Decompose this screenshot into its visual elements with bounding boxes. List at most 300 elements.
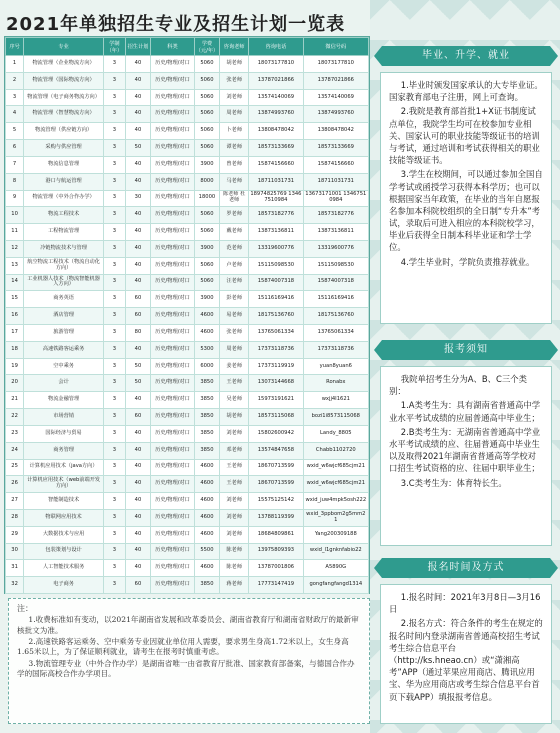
table-cell: bozi1i8573115068 <box>303 409 368 426</box>
table-cell: 16 <box>6 308 24 325</box>
table-cell: 18711031731 <box>249 173 303 190</box>
table-cell: 40 <box>125 392 150 409</box>
table-cell: 3 <box>104 325 126 342</box>
table-cell: 历史/物理/对口 <box>151 140 195 157</box>
table-cell: 历史/物理/对口 <box>151 442 195 459</box>
table-cell: 戴老师 <box>220 224 249 241</box>
table-cell: 5060 <box>194 56 219 73</box>
table-row <box>6 140 369 157</box>
table-row <box>6 190 369 207</box>
table-cell: 18670713599 <box>249 476 303 493</box>
table-cell: 13765061334 <box>303 325 368 342</box>
table-cell: 历史/物理/对口 <box>151 577 195 594</box>
table-cell: 13788119399 <box>249 509 303 526</box>
right-column <box>372 0 560 733</box>
table-cell: 40 <box>125 106 150 123</box>
table-cell: 15116169416 <box>303 291 368 308</box>
table-cell: 4600 <box>194 493 219 510</box>
table-cell: 易老师 <box>220 308 249 325</box>
table-row <box>6 207 369 224</box>
table-cell: 20 <box>6 375 24 392</box>
table-cell: 卜老师 <box>220 123 249 140</box>
note-item: 2.高速铁路客运乘务、空中乘务专业因就业单位用人需要，要求男生身高1.72米以上，女生身高1.65米以上，为了保证顺利就业，请考生在报考时慎重考虑。 <box>17 636 349 657</box>
table-cell: 周老师 <box>220 106 249 123</box>
table-cell: 电子商务 <box>24 577 104 594</box>
schedule-paragraph: 2.报名方式：符合条件的考生在规定的报名时间内登录湖南省普通高校招生考试考生综合信息平台（http://ks.hneao.cn）或“潇湘高考”APP（通过苹果应用商店、腾讯应用宝、华为应用商店或考生综合信息平台首页下载APP）填报报考信息。 <box>389 618 543 702</box>
table-cell: 3 <box>104 173 126 190</box>
table-cell: 3 <box>104 140 126 157</box>
table-cell: 10 <box>6 207 24 224</box>
table-cell: 32 <box>6 577 24 594</box>
table-row <box>6 106 369 123</box>
column-header: 咨询老师 <box>220 38 249 56</box>
table-cell: wxjj4I1621 <box>303 392 368 409</box>
table-cell: 18684809861 <box>249 526 303 543</box>
table-cell: 14 <box>6 274 24 291</box>
table-cell: 蒋老师 <box>220 577 249 594</box>
table-cell: 范老师 <box>220 240 249 257</box>
table-cell: 15874156660 <box>303 156 368 173</box>
table-cell: 陈老师 杜老师 <box>220 190 249 207</box>
table-row <box>6 257 369 274</box>
table-cell: 物流管理（企业物流方向） <box>24 56 104 73</box>
table-cell: 13574140069 <box>249 89 303 106</box>
table-cell: 历史/物理/对口 <box>151 173 195 190</box>
table-cell: 40 <box>125 341 150 358</box>
table-cell: 3 <box>104 509 126 526</box>
table-cell: 3 <box>104 106 126 123</box>
table-cell: 历史/物理/对口 <box>151 190 195 207</box>
table-cell: 采购与供应管理 <box>24 140 104 157</box>
table-cell: 刘老师 <box>220 509 249 526</box>
table-cell: 历史/物理/对口 <box>151 526 195 543</box>
table-cell: 3 <box>104 224 126 241</box>
table-cell: 历史/物理/对口 <box>151 240 195 257</box>
table-cell: 13787021866 <box>249 72 303 89</box>
table-row <box>6 560 369 577</box>
employment-paragraph: 3.学生在校期间，可以通过参加全国自学考试或函授学习获得本科学历；也可以根据国家当年政策，在毕业的当年自愿报名参加本科院校组织的全日制“专升本”考试，录取后可进入相应的本科院校学习，毕业后获得全日制本科毕业证和学士学位。 <box>389 169 543 253</box>
table-cell: 历史/物理/对口 <box>151 560 195 577</box>
table-cell: 17773147419 <box>249 577 303 594</box>
table-cell: 3 <box>104 392 126 409</box>
table-cell: 3 <box>104 89 126 106</box>
table-cell: 40 <box>125 123 150 140</box>
table-cell: 会计 <box>24 375 104 392</box>
notes-title: 注： <box>17 604 33 613</box>
table-cell: 30 <box>125 190 150 207</box>
table-cell: 5060 <box>194 89 219 106</box>
employment-paragraph: 4.学生毕业时，学院负责推荐就业。 <box>400 256 535 267</box>
table-cell: 3850 <box>194 392 219 409</box>
table-cell: 王老师 <box>220 476 249 493</box>
table-cell: 3 <box>6 89 24 106</box>
table-cell: 18573182776 <box>249 207 303 224</box>
table-cell: 王老师 <box>220 459 249 476</box>
table-cell: 历史/物理/对口 <box>151 375 195 392</box>
table-cell: 15874156660 <box>249 156 303 173</box>
table-cell: 3 <box>104 526 126 543</box>
column-header: 招生计划 <box>125 38 150 56</box>
table-cell: 国际经济与贸易 <box>24 425 104 442</box>
table-cell: 市场营销 <box>24 409 104 426</box>
table-cell: 40 <box>125 476 150 493</box>
table-cell: 40 <box>125 560 150 577</box>
table-cell: 13574140069 <box>303 89 368 106</box>
schedule-paragraph: 1.报名时间：2021年3月8日—3月16日 <box>389 592 541 615</box>
table-row <box>6 442 369 459</box>
table-cell: 17373118736 <box>249 341 303 358</box>
column-header: 科类 <box>151 38 195 56</box>
table-cell: 31 <box>6 560 24 577</box>
table-cell: 周老师 <box>220 341 249 358</box>
table-cell: 13 <box>6 257 24 274</box>
table-cell: Chabb1102720 <box>303 442 368 459</box>
table-cell: 物流金融管理 <box>24 392 104 409</box>
table-cell: 15973191621 <box>249 392 303 409</box>
table-row <box>6 240 369 257</box>
table-cell: 智能制造技术 <box>24 493 104 510</box>
notice-panel <box>380 366 552 546</box>
table-row <box>6 156 369 173</box>
table-cell: 15874007318 <box>249 274 303 291</box>
table-cell: 高速铁路客运乘务 <box>24 341 104 358</box>
table-row <box>6 392 369 409</box>
table-cell: 13874993760 <box>249 106 303 123</box>
table-cell: 彭老师 <box>220 291 249 308</box>
table-cell: 3 <box>104 72 126 89</box>
table-cell: A5890G <box>303 560 368 577</box>
table-cell: 历史/物理/对口 <box>151 308 195 325</box>
table-cell: wxid_3ppbom2g5mm21 <box>303 509 368 526</box>
table-cell: 5060 <box>194 224 219 241</box>
table-cell: 汪老师 <box>220 274 249 291</box>
table-cell: 24 <box>6 442 24 459</box>
table-cell: 13808478042 <box>303 123 368 140</box>
table-cell: 23 <box>6 425 24 442</box>
table-cell: 3 <box>104 240 126 257</box>
table-cell: 13673171001 13467510984 <box>303 190 368 207</box>
table-cell: 13808478042 <box>249 123 303 140</box>
table-cell: 40 <box>125 257 150 274</box>
table-cell: 13873136811 <box>303 224 368 241</box>
table-cell: 历史/物理/对口 <box>151 56 195 73</box>
column-header: 咨询电话 <box>249 38 303 56</box>
table-row <box>6 224 369 241</box>
note-item: 3.物流管理专业（中外合作办学）是湖南省唯一由省教育厅批准、国家教育部备案，与德国合作办学的国际高校合作办学项目。 <box>17 658 355 679</box>
table-cell: 26 <box>6 476 24 493</box>
table-cell: 港口与航运管理 <box>24 173 104 190</box>
table-header-row <box>6 38 369 56</box>
table-row <box>6 375 369 392</box>
table-cell: 历史/物理/对口 <box>151 89 195 106</box>
table-cell: 18000 <box>194 190 219 207</box>
table-cell: 刘老师 <box>220 425 249 442</box>
table-cell: Landy_8805 <box>303 425 368 442</box>
table-cell: 4 <box>6 106 24 123</box>
table-row <box>6 72 369 89</box>
table-cell: 8 <box>6 173 24 190</box>
table-cell: 15874007318 <box>303 274 368 291</box>
table-cell: 吴老师 <box>220 392 249 409</box>
table-cell: 15115098530 <box>249 257 303 274</box>
table-cell: 3 <box>104 123 126 140</box>
table-cell: 马老师 <box>220 173 249 190</box>
table-cell: 3850 <box>194 442 219 459</box>
table-cell: 17373118736 <box>303 341 368 358</box>
table-cell: 29 <box>6 526 24 543</box>
table-cell: 刘老师 <box>220 493 249 510</box>
table-cell: 3 <box>104 156 126 173</box>
table-cell: 40 <box>125 72 150 89</box>
table-cell: 历史/物理/对口 <box>151 476 195 493</box>
table-cell: 4600 <box>194 526 219 543</box>
table-cell: 3900 <box>194 240 219 257</box>
table-cell: 3 <box>104 442 126 459</box>
table-cell: 历史/物理/对口 <box>151 291 195 308</box>
table-cell: 40 <box>125 493 150 510</box>
table-cell: 27 <box>6 493 24 510</box>
table-row <box>6 341 369 358</box>
table-cell: 工业机器人技术（物流智能机器人方向） <box>24 274 104 291</box>
table-cell: 历史/物理/对口 <box>151 207 195 224</box>
table-cell: 40 <box>125 442 150 459</box>
table-cell: 5060 <box>194 106 219 123</box>
table-row <box>6 476 369 493</box>
table-cell: 13319600776 <box>303 240 368 257</box>
notice-paragraph: 3.C类考生为：体育特长生。 <box>400 477 507 488</box>
table-cell: 物流管理（供应链方向） <box>24 123 104 140</box>
table-cell: 王老师 <box>220 375 249 392</box>
table-cell: 3 <box>104 341 126 358</box>
table-cell: 3 <box>104 459 126 476</box>
table-cell: 刘老师 <box>220 526 249 543</box>
table-cell: 3 <box>104 358 126 375</box>
table-cell: 历史/物理/对口 <box>151 493 195 510</box>
table-cell: 18073177810 <box>303 56 368 73</box>
table-cell: 21 <box>6 392 24 409</box>
table-cell: 40 <box>125 56 150 73</box>
table-cell: 冷链物流技术与管理 <box>24 240 104 257</box>
table-cell: 13975809393 <box>249 543 303 560</box>
table-cell: 人工智能技术服务 <box>24 560 104 577</box>
table-cell: wxid_l1gnknfabio22 <box>303 543 368 560</box>
table-cell: 历史/物理/对口 <box>151 224 195 241</box>
table-cell: 物流管理（智慧物流方向） <box>24 106 104 123</box>
table-row <box>6 123 369 140</box>
table-cell: 3 <box>104 577 126 594</box>
table-row <box>6 358 369 375</box>
table-cell: 历史/物理/对口 <box>151 123 195 140</box>
table-cell: 陈老师 <box>220 560 249 577</box>
table-cell: 5060 <box>194 72 219 89</box>
table-cell: 历史/物理/对口 <box>151 106 195 123</box>
table-cell: 旅游管理 <box>24 325 104 342</box>
table-cell: gongfangfangd1314 <box>303 577 368 594</box>
table-cell: 40 <box>125 509 150 526</box>
table-cell: 3 <box>104 409 126 426</box>
table-cell: 邓老师 <box>220 442 249 459</box>
table-row <box>6 409 369 426</box>
table-cell: 胡老师 <box>220 56 249 73</box>
table-row <box>6 291 369 308</box>
table-row <box>6 577 369 594</box>
table-cell: 3 <box>104 560 126 577</box>
section-title-notice: 报考须知 <box>382 340 550 360</box>
table-cell: 18670713599 <box>249 459 303 476</box>
table-cell: 17373119919 <box>249 358 303 375</box>
table-cell: 历史/物理/对口 <box>151 257 195 274</box>
table-cell: 4600 <box>194 325 219 342</box>
table-cell: 1 <box>6 56 24 73</box>
table-cell: 7 <box>6 156 24 173</box>
table-cell: 3850 <box>194 375 219 392</box>
table-row <box>6 493 369 510</box>
column-header: 微信号码 <box>303 38 368 56</box>
table-cell: 航空物流工程技术（物流自动化方向） <box>24 257 104 274</box>
table-cell: 40 <box>125 526 150 543</box>
table-cell: 50 <box>125 140 150 157</box>
table-cell: 18175136760 <box>303 308 368 325</box>
table-cell: 计算机应用技术（web前端开发方向） <box>24 476 104 493</box>
table-cell: 18073177810 <box>249 56 303 73</box>
employment-paragraph: 1.毕业时颁发国家承认的大专毕业证。国家教育部电子注册，网上可查询。 <box>389 80 543 103</box>
table-cell: 18974825769 13467510984 <box>249 190 303 207</box>
table-cell: 3 <box>104 207 126 224</box>
table-cell: 40 <box>125 207 150 224</box>
table-cell: 5060 <box>194 207 219 224</box>
table-cell: 卢老师 <box>220 257 249 274</box>
notice-paragraph: 1.A类考生为：具有湖南省普通高中学业水平考试成绩的应届普通高中毕业生； <box>389 400 541 423</box>
column-header: 序号 <box>6 38 24 56</box>
table-cell: 计算机应用技术（java方向） <box>24 459 104 476</box>
table-row <box>6 459 369 476</box>
table-cell: 40 <box>125 173 150 190</box>
table-cell: 4600 <box>194 509 219 526</box>
column-header: 学费（元/年） <box>194 38 219 56</box>
table-row <box>6 325 369 342</box>
table-cell: 3850 <box>194 409 219 426</box>
table-cell: Yang200309188 <box>303 526 368 543</box>
table-cell: 5 <box>6 123 24 140</box>
table-cell: 3 <box>104 291 126 308</box>
table-cell: 6000 <box>194 358 219 375</box>
section-title-schedule: 报名时间及方式 <box>382 558 550 578</box>
table-cell: 18573115068 <box>249 409 303 426</box>
table-cell: 9 <box>6 190 24 207</box>
table-cell: 大数据技术与应用 <box>24 526 104 543</box>
table-cell: 历史/物理/对口 <box>151 392 195 409</box>
table-cell: 酒店管理 <box>24 308 104 325</box>
table-cell: 30 <box>6 543 24 560</box>
table-cell: 3 <box>104 274 126 291</box>
table-cell: 60 <box>125 577 150 594</box>
table-cell: 15575125142 <box>249 493 303 510</box>
table-cell: 曾老师 <box>220 156 249 173</box>
table-cell: 空中乘务 <box>24 358 104 375</box>
table-cell: 3900 <box>194 291 219 308</box>
table-cell: 历史/物理/对口 <box>151 425 195 442</box>
table-cell: wxid_juw4mpk5osh222 <box>303 493 368 510</box>
table-cell: 3 <box>104 190 126 207</box>
table-cell: 60 <box>125 308 150 325</box>
table-cell: 商务英语 <box>24 291 104 308</box>
table-cell: 3900 <box>194 156 219 173</box>
table-cell: 3850 <box>194 425 219 442</box>
table-cell: 历史/物理/对口 <box>151 358 195 375</box>
table-row <box>6 89 369 106</box>
table-cell: 5500 <box>194 543 219 560</box>
table-cell: 3 <box>104 476 126 493</box>
table-cell: 13787021866 <box>303 72 368 89</box>
table-cell: 历史/物理/对口 <box>151 509 195 526</box>
table-row <box>6 425 369 442</box>
table-cell: 物流信息管理 <box>24 156 104 173</box>
page-title: 2021年单独招生专业及招生计划一览表 <box>6 14 346 35</box>
table-cell: 50 <box>125 358 150 375</box>
table-cell: 历史/物理/对口 <box>151 543 195 560</box>
table-cell: 18573133669 <box>303 140 368 157</box>
table-cell: 11 <box>6 224 24 241</box>
table-cell: 4600 <box>194 459 219 476</box>
table-cell: 40 <box>125 224 150 241</box>
table-cell: 13073144668 <box>249 375 303 392</box>
table-cell: 物联网应用技术 <box>24 509 104 526</box>
enrollment-table <box>4 36 370 594</box>
schedule-panel <box>380 584 552 724</box>
table-cell: 18573133669 <box>249 140 303 157</box>
table-cell: Ronabx <box>303 375 368 392</box>
table-cell: 40 <box>125 89 150 106</box>
table-cell: 15116169416 <box>249 291 303 308</box>
table-cell: 2 <box>6 72 24 89</box>
table-cell: 18175136760 <box>249 308 303 325</box>
table-cell: 6 <box>6 140 24 157</box>
table-row <box>6 509 369 526</box>
table-cell: 张老师 <box>220 325 249 342</box>
table-cell: 包装策划与设计 <box>24 543 104 560</box>
table-cell: 50 <box>125 375 150 392</box>
table-cell: 22 <box>6 409 24 426</box>
table-row <box>6 173 369 190</box>
table-cell: 5060 <box>194 274 219 291</box>
table-body <box>6 56 369 594</box>
table-cell: 60 <box>125 409 150 426</box>
table-cell: 18573182776 <box>303 207 368 224</box>
table-cell: 历史/物理/对口 <box>151 459 195 476</box>
table-cell: 工程物流管理 <box>24 224 104 241</box>
table-cell: 18711031731 <box>303 173 368 190</box>
table-cell: 罗老师 <box>220 207 249 224</box>
table-cell: 40 <box>125 274 150 291</box>
notice-paragraph: 我院单招考生分为A、B、C三个类别： <box>389 374 527 397</box>
table-cell: 40 <box>125 425 150 442</box>
notes-box <box>8 598 370 724</box>
table-cell: 谭老师 <box>220 140 249 157</box>
table-cell: 姜老师 <box>220 358 249 375</box>
table-cell: 3 <box>104 375 126 392</box>
column-header: 专业 <box>24 38 104 56</box>
table-cell: 5060 <box>194 257 219 274</box>
table-cell: 商务管理 <box>24 442 104 459</box>
table-cell: 8000 <box>194 173 219 190</box>
table-row <box>6 543 369 560</box>
table-cell: 12 <box>6 240 24 257</box>
table-cell: 3 <box>104 543 126 560</box>
notice-paragraph: 2.B类考生为：无湖南省普通高中学业水平考试成绩的应、往届普通高中毕业生以及取得2021年湖南省普通高等学校对口招生考试资格的应、往届中职毕业生； <box>389 426 541 474</box>
table-cell: 历史/物理/对口 <box>151 409 195 426</box>
table-cell: 18 <box>6 341 24 358</box>
table-cell: 历史/物理/对口 <box>151 72 195 89</box>
